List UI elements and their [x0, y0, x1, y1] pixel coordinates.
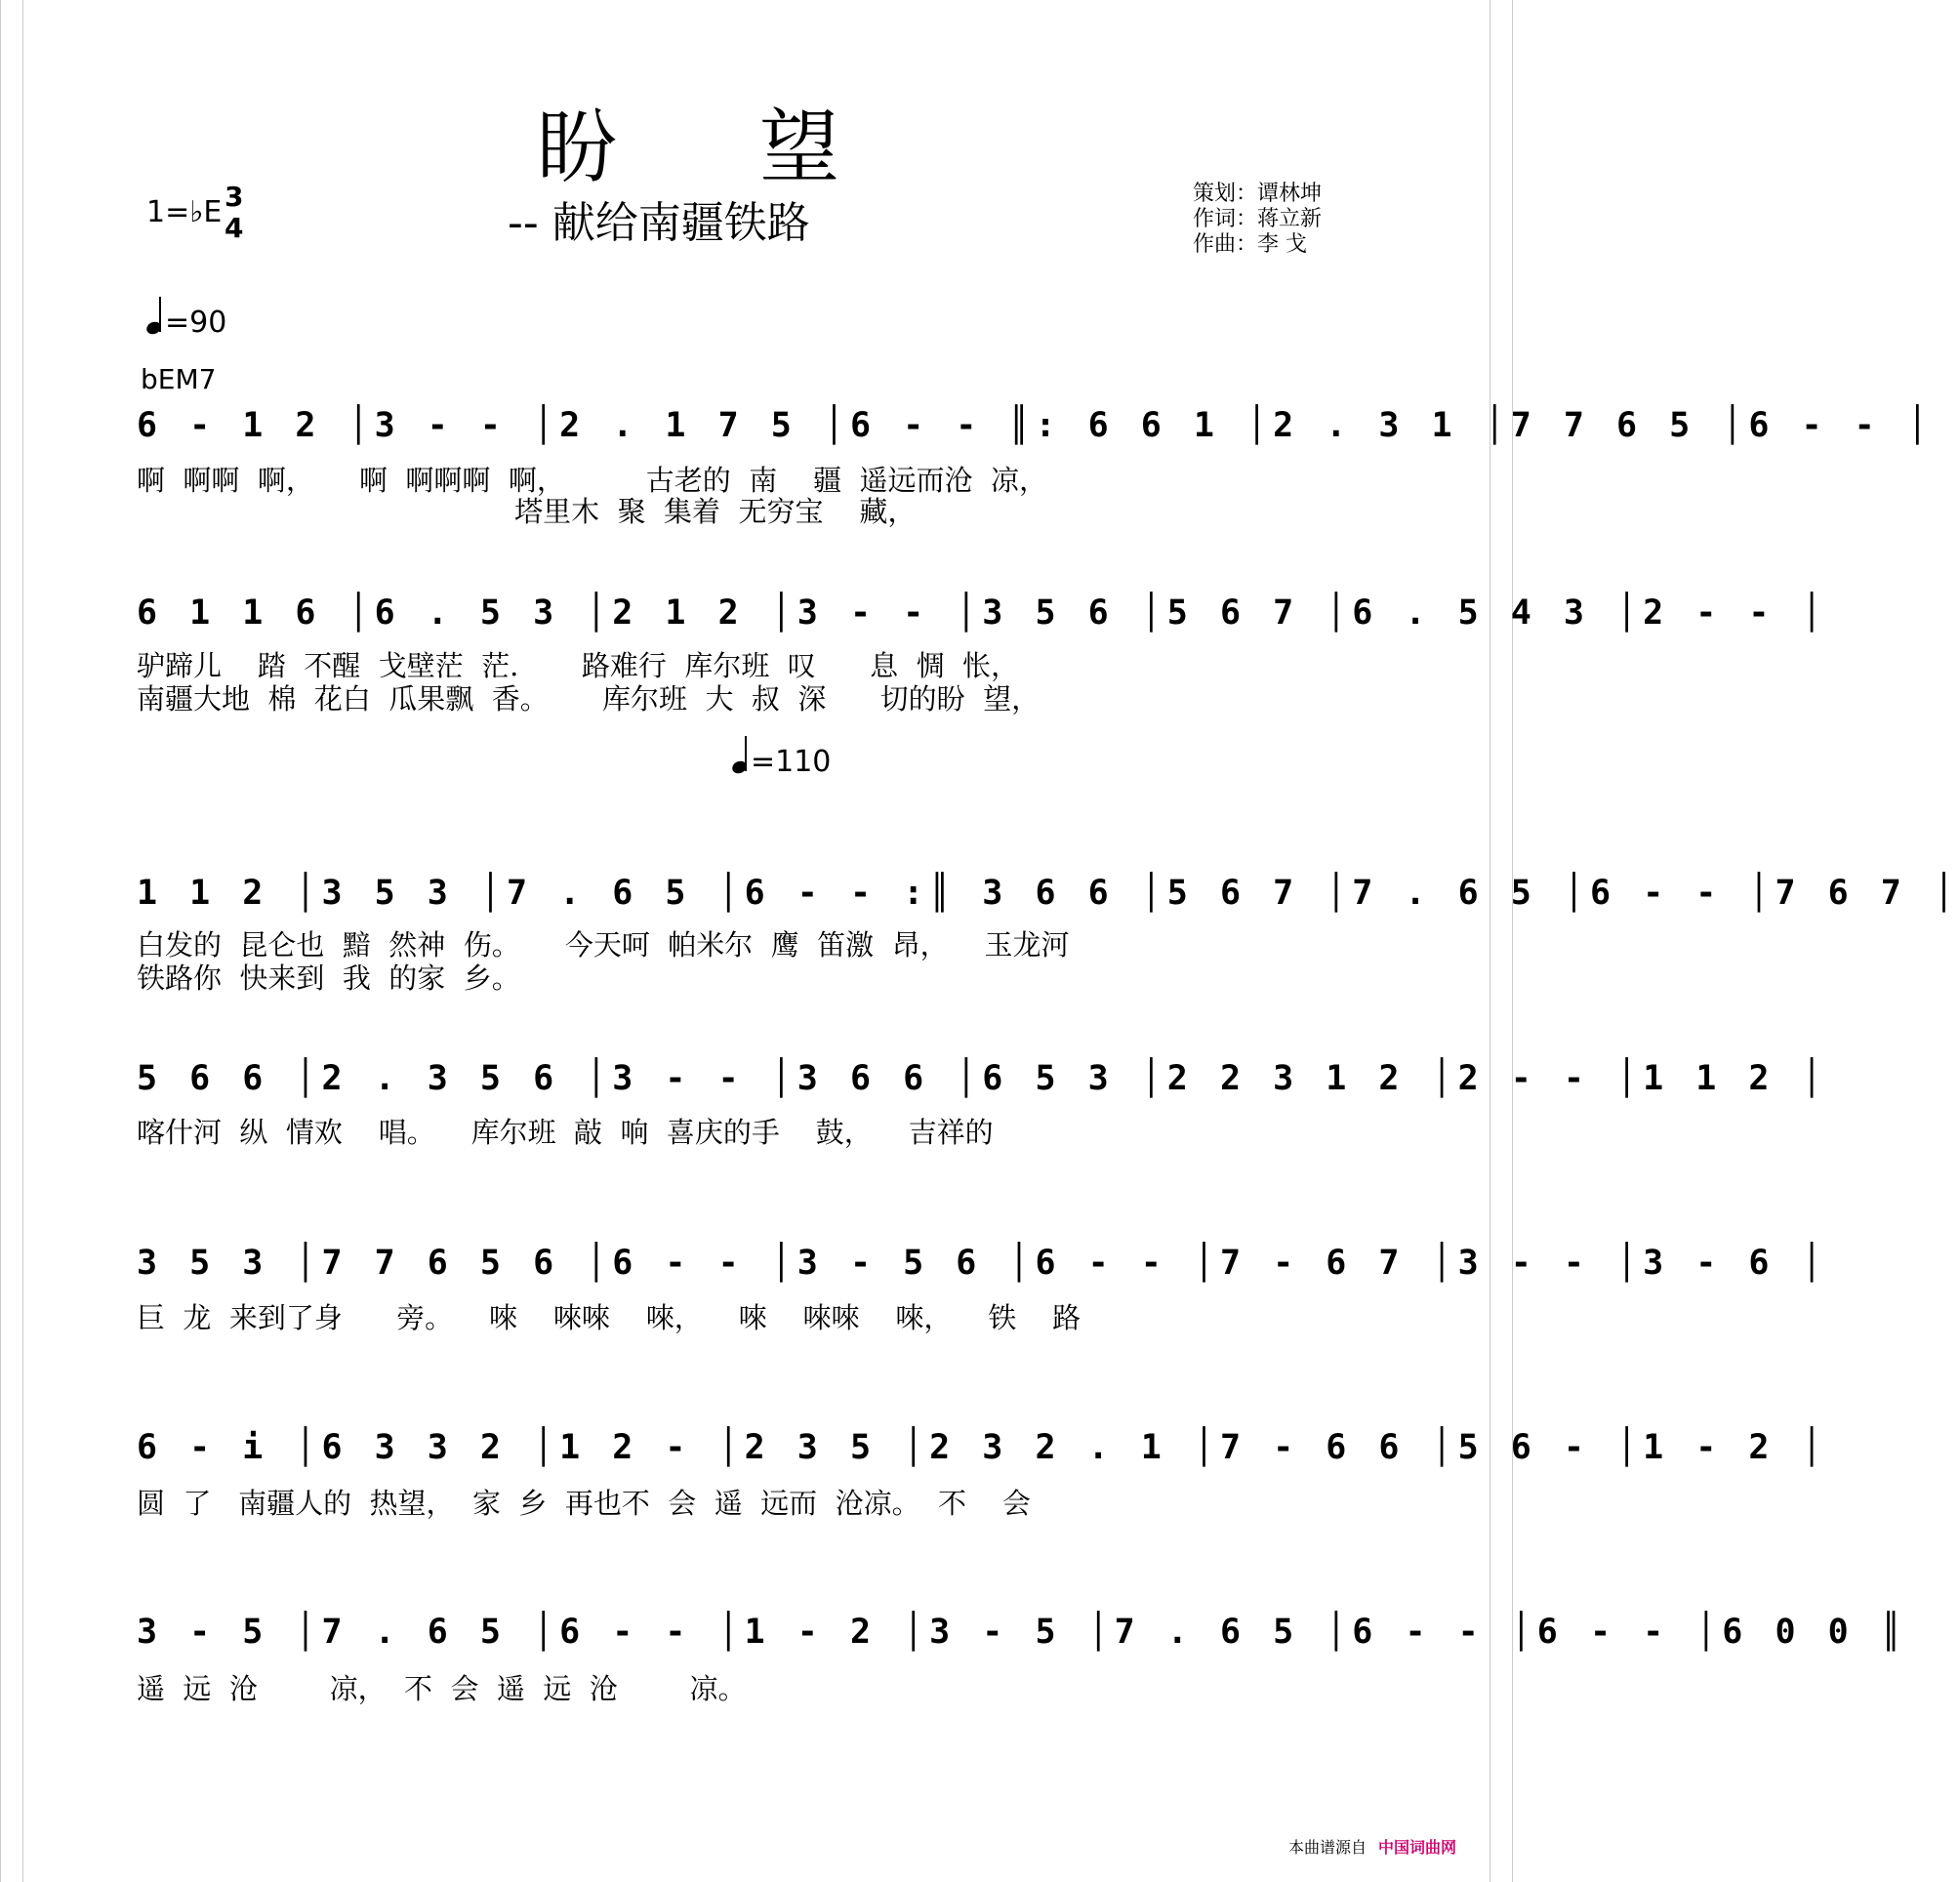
tempo-value-1: =90: [165, 306, 227, 340]
lyric-line-6: 铁路你 快来到 我 的家 乡。: [137, 961, 520, 995]
song-title: 盼 望: [536, 102, 899, 194]
lyric-line-2: 塔里木 聚 集着 无穷宝 藏，: [137, 495, 917, 528]
lyric-line-8: 巨 龙 来到了身 旁。 唻 唻唻 唻， 唻 唻唻 唻， 铁 路: [137, 1301, 1082, 1334]
left-watermark-strip: [0, 0, 23, 1882]
staff-line-5: [137, 1244, 1828, 1302]
notation-3: 1 1 2 │3 5 3 │7 . 6 5 │6 - - :║ 3 6 6 │5 6 7 │7 . 6 5 │6 - - │7 6 7 │: [137, 874, 1960, 913]
staff-line-1: [137, 406, 1934, 465]
right-watermark-strip: [1490, 0, 1513, 1882]
notation-4: 5 6 6 │2 . 3 5 6 │3 - - │3 6 6 │6 5 3 │2 2 3 1 2 │2 - - │1 1 2 │: [137, 1059, 1828, 1098]
footer-source-text: 本曲谱源自: [1288, 1838, 1368, 1857]
staff-line-4: [137, 1059, 1828, 1118]
note-stem: [159, 297, 161, 332]
tempo-marking-2: [732, 744, 831, 779]
lyric-line-1: 啊 啊啊 啊， 啊 啊啊啊 啊， 古老的 南 疆 遥远而沧 凉，: [137, 464, 1047, 497]
lyric-line-5: 白发的 昆仑也 黯 然神 伤。 今天呵 帕米尔 鹰 笛激 昂， 玉龙河: [137, 928, 1070, 961]
notation-6: 6 - i │6 3 3 2 │1 2 - │2 3 5 │2 3 2 . 1 │7 - 6 6 │5 6 - │1 - 2 │: [137, 1428, 1828, 1467]
time-signature-bottom: 4: [225, 212, 244, 244]
lyric-line-9: 圆 了 南疆人的 热望， 家 乡 再也不 会 遥 远而 沧凉。 不 会: [137, 1487, 1031, 1520]
credit-planning: 策划：谭林坤: [1193, 182, 1323, 206]
time-signature: [225, 182, 243, 244]
notation-7: 3 - 5 │7 . 6 5 │6 - - │1 - 2 │3 - 5 │7 . 6 5 │6 - - │6 - - │6 0 0 ║: [137, 1613, 1907, 1652]
key-signature: 1=♭E: [146, 195, 223, 229]
notation-5: 3 5 3 │7 7 6 5 6 │6 - - │3 - 5 6 │6 - - │7 - 6 7 │3 - - │3 - 6 │: [137, 1244, 1828, 1283]
note-stem: [745, 736, 747, 771]
staff-line-2: [137, 593, 1828, 652]
footer-brand-link[interactable]: 中国词曲网: [1378, 1838, 1457, 1857]
lyric-line-10: 遥 远 沧 凉， 不 会 遥 远 沧 凉。: [137, 1672, 747, 1705]
notation-2: 6 1 1 6 │6 . 5 3 │2 1 2 │3 - - │3 5 6 │5 6 7 │6 . 5 4 3 │2 - - │: [137, 593, 1828, 633]
lyric-line-7: 喀什河 纵 情欢 唱。 库尔班 敲 响 喜庆的手 鼓， 吉祥的: [137, 1116, 994, 1149]
notation-1: 6 - 1 2 │3 - - │2 . 1 7 5 │6 - - ║: 6 6 1 │2 . 3 1 │7 7 6 5 │6 - - │: [137, 406, 1934, 445]
tempo-value-2: =110: [751, 745, 832, 779]
tempo-marking-1: [146, 305, 226, 340]
time-signature-top: 3: [225, 181, 244, 213]
staff-line-6: [137, 1428, 1828, 1487]
credit-composer: 作曲：李 戈: [1193, 232, 1307, 257]
song-subtitle: -- 献给南疆铁路: [508, 198, 810, 248]
lyric-line-4: 南疆大地 棉 花白 瓜果飘 香。 库尔班 大 叔 深 切的盼 望，: [137, 682, 1041, 716]
lyric-line-3: 驴蹄儿 踏 不醒 戈壁茫 茫. 路难行 库尔班 叹 息 惆 怅，: [137, 649, 1019, 682]
staff-line-7: [137, 1613, 1907, 1671]
credit-lyricist: 作词：蒋立新: [1193, 207, 1323, 231]
chord-symbol: bEM7: [141, 363, 217, 395]
credits: [1193, 182, 1322, 258]
footer-source: [1288, 1835, 1456, 1858]
